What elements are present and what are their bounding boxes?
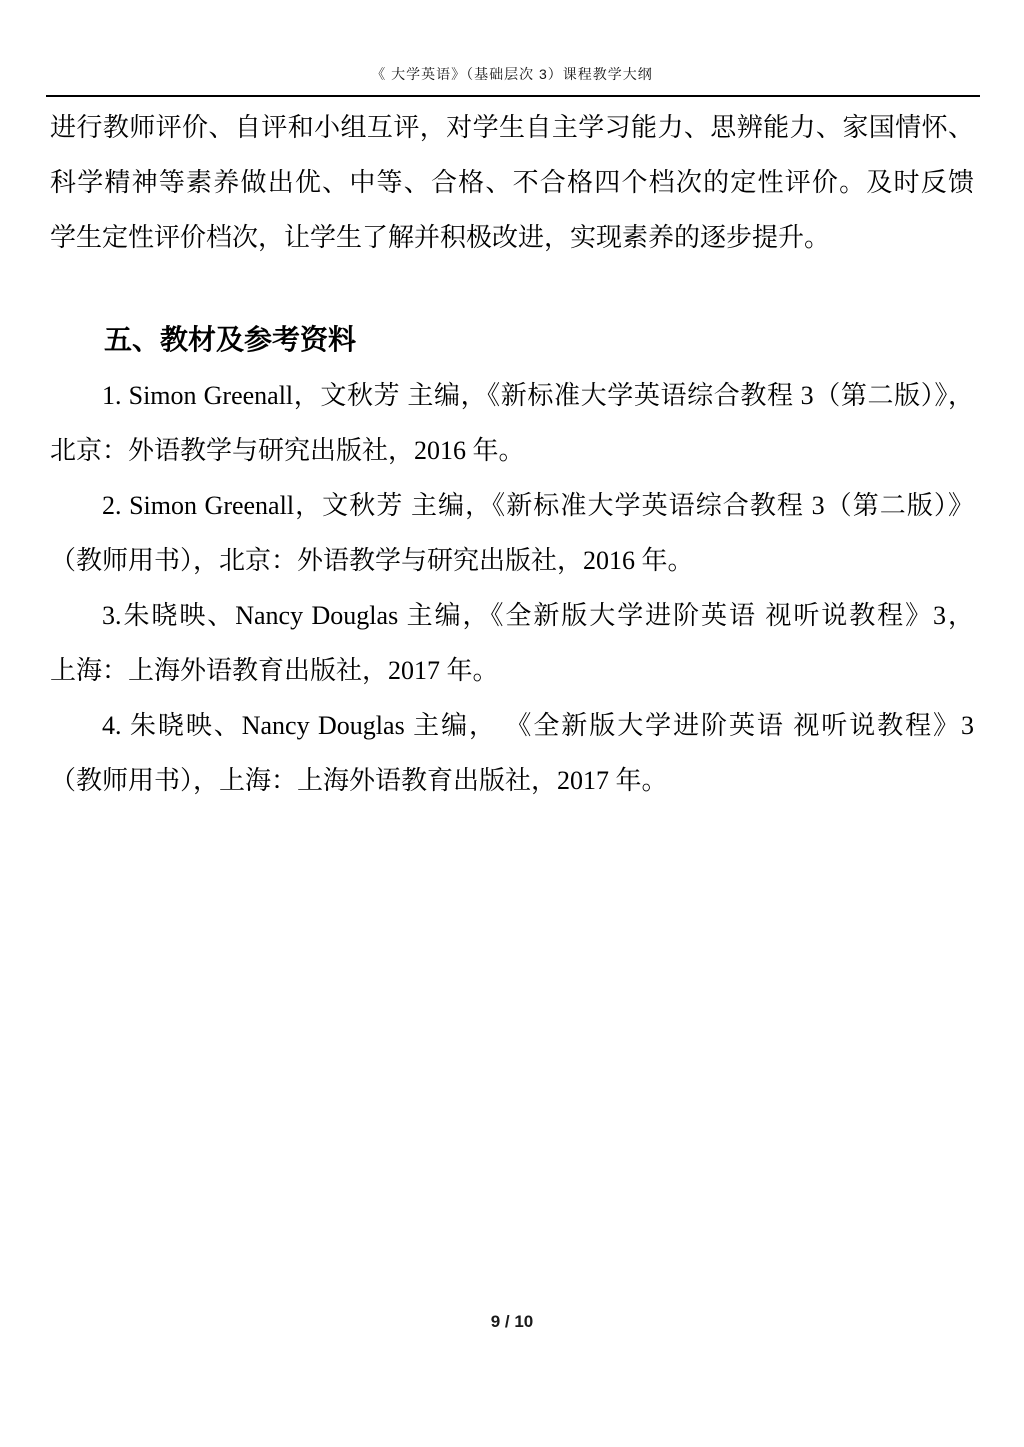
reference-2-line-1: 2. Simon Greenall，文秋芳 主编，《新标准大学英语综合教程 3（第二版）》: [102, 491, 974, 520]
page-number-indicator: 9 / 10: [490, 1312, 534, 1331]
section-heading-materials: 五、教材及参考资料: [104, 325, 357, 356]
reference-1-line-1: 1. Simon Greenall，文秋芳 主编，《新标准大学英语综合教程 3（第二版）》，: [102, 381, 974, 410]
reference-1-line-2: 北京：外语教学与研究出版社，2016 年。: [50, 436, 525, 465]
reference-3-line-2: 上海：上海外语教育出版社，2017 年。: [50, 656, 499, 685]
paragraph-line-2: 科学精神等素养做出优、中等、合格、不合格四个档次的定性评价。及时反馈: [50, 168, 974, 197]
header-divider-rule: [46, 95, 980, 97]
reference-2-line-2: （教师用书），北京：外语教学与研究出版社，2016 年。: [50, 546, 694, 575]
paragraph-line-3: 学生定性评价档次，让学生了解并积极改进，实现素养的逐步提升。: [50, 223, 831, 252]
reference-4-line-1: 4. 朱晓映、Nancy Douglas 主编， 《全新版大学进阶英语 视听说教程》3: [102, 711, 974, 740]
paragraph-line-1: 进行教师评价、自评和小组互评，对学生自主学习能力、思辨能力、家国情怀、: [50, 113, 974, 142]
running-header-title: 《 大学英语》（基础层次 3）课程教学大纲: [371, 66, 653, 82]
document-body: [50, 100, 974, 808]
reference-4-line-2: （教师用书），上海：上海外语教育出版社，2017 年。: [50, 766, 668, 795]
reference-3-line-1: 3.朱晓映、Nancy Douglas 主编，《全新版大学进阶英语 视听说教程》3，: [102, 601, 974, 630]
